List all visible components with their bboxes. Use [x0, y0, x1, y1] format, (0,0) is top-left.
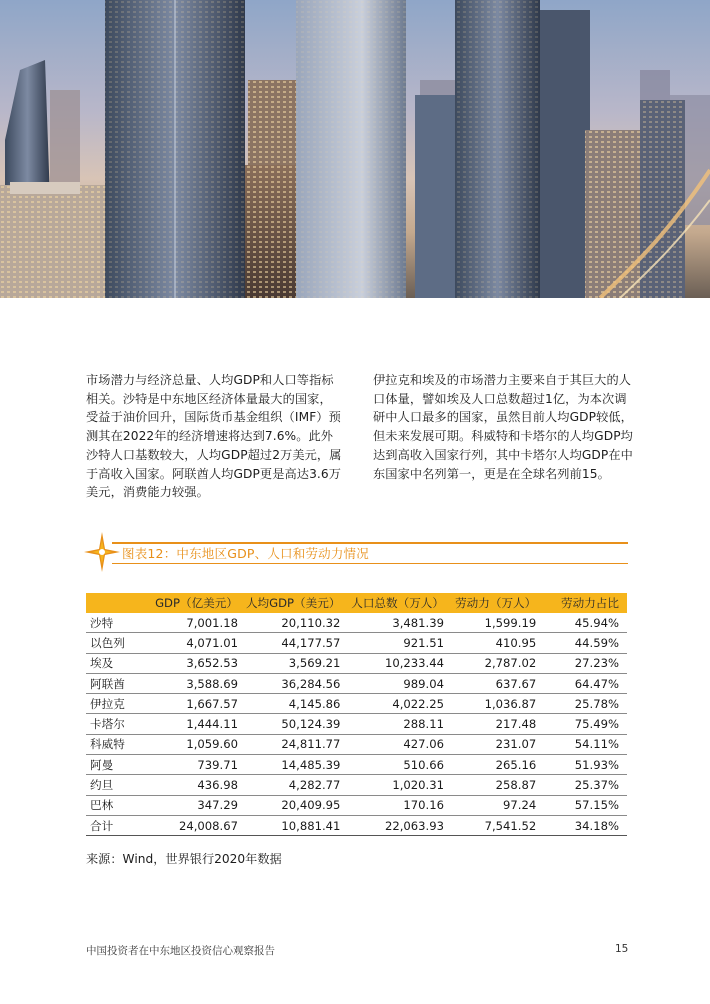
table-row	[86, 775, 627, 795]
value-cell: 57.15%	[544, 795, 627, 815]
value-cell: 36,284.56	[246, 673, 348, 693]
table-row	[86, 613, 627, 633]
country-cell: 伊拉克	[86, 694, 149, 714]
value-cell: 989.04	[348, 673, 452, 693]
value-cell: 20,110.32	[246, 613, 348, 633]
value-cell: 7,541.52	[452, 815, 544, 835]
table-row	[86, 653, 627, 673]
country-cell: 阿联酋	[86, 673, 149, 693]
value-cell: 265.16	[452, 755, 544, 775]
value-cell: 347.29	[149, 795, 246, 815]
gdp-population-table	[86, 593, 627, 836]
value-cell: 231.07	[452, 734, 544, 754]
value-cell: 921.51	[348, 633, 452, 653]
value-cell: 410.95	[452, 633, 544, 653]
intro-paragraph-left: 市场潜力与经济总量、人均GDP和人口等指标相关。沙特是中东地区经济体量最大的国家，受益于油价回升，国际货币基金组织（IMF）预测其在2022年的经济增速将达到7.6%。此外沙特人口基数较大，人均GDP超过2万美元，属于高收入国家。阿联酋人均GDP更是高达3.6万美元，消费能力较强。	[86, 373, 342, 500]
value-cell: 45.94%	[544, 613, 627, 633]
value-cell: 1,059.60	[149, 734, 246, 754]
value-cell: 258.87	[452, 775, 544, 795]
country-cell: 以色列	[86, 633, 149, 653]
country-cell: 巴林	[86, 795, 149, 815]
figure-title: 图表12：中东地区GDP、人口和劳动力情况	[122, 546, 369, 561]
figure-bottom-rule	[112, 563, 628, 564]
table-row	[86, 815, 627, 835]
country-cell: 合计	[86, 815, 149, 835]
value-cell: 4,145.86	[246, 694, 348, 714]
value-cell: 34.18%	[544, 815, 627, 835]
table-row	[86, 755, 627, 775]
table-row	[86, 673, 627, 693]
value-cell: 44.59%	[544, 633, 627, 653]
value-cell: 25.78%	[544, 694, 627, 714]
country-cell: 阿曼	[86, 755, 149, 775]
value-cell: 4,282.77	[246, 775, 348, 795]
value-cell: 14,485.39	[246, 755, 348, 775]
value-cell: 20,409.95	[246, 795, 348, 815]
value-cell: 3,569.21	[246, 653, 348, 673]
value-cell: 1,036.87	[452, 694, 544, 714]
value-cell: 170.16	[348, 795, 452, 815]
value-cell: 1,020.31	[348, 775, 452, 795]
value-cell: 2,787.02	[452, 653, 544, 673]
value-cell: 24,811.77	[246, 734, 348, 754]
value-cell: 427.06	[348, 734, 452, 754]
header-population: 人口总数（万人）	[348, 593, 452, 613]
value-cell: 1,444.11	[149, 714, 246, 734]
header-labor-force: 劳动力（万人）	[452, 593, 544, 613]
value-cell: 50,124.39	[246, 714, 348, 734]
value-cell: 44,177.57	[246, 633, 348, 653]
intro-paragraph-right: 伊拉克和埃及的市场潜力主要来自于其巨大的人口体量，譬如埃及人口总数超过1亿，为本次调研中人口最多的国家，虽然目前人均GDP较低，但未来发展可期。科威特和卡塔尔的人均GDP均达到高收入国家行列，其中卡塔尔人均GDP在中东国家中名列第一，更是在全球名列前15。	[373, 373, 633, 481]
value-cell: 3,652.53	[149, 653, 246, 673]
value-cell: 4,022.25	[348, 694, 452, 714]
value-cell: 1,599.19	[452, 613, 544, 633]
figure-header	[84, 532, 629, 574]
value-cell: 27.23%	[544, 653, 627, 673]
country-cell: 沙特	[86, 613, 149, 633]
table-row	[86, 633, 627, 653]
value-cell: 436.98	[149, 775, 246, 795]
skyline-illustration	[0, 0, 710, 298]
page-number: 15	[615, 943, 629, 955]
country-cell: 科威特	[86, 734, 149, 754]
value-cell: 510.66	[348, 755, 452, 775]
country-cell: 约旦	[86, 775, 149, 795]
value-cell: 7,001.18	[149, 613, 246, 633]
value-cell: 1,667.57	[149, 694, 246, 714]
country-cell: 卡塔尔	[86, 714, 149, 734]
table-row	[86, 714, 627, 734]
value-cell: 739.71	[149, 755, 246, 775]
table-header-row	[86, 593, 627, 613]
value-cell: 3,481.39	[348, 613, 452, 633]
value-cell: 64.47%	[544, 673, 627, 693]
star-compass-icon	[84, 532, 120, 572]
value-cell: 3,588.69	[149, 673, 246, 693]
source-note: 来源：Wind，世界银行2020年数据	[86, 852, 282, 866]
value-cell: 637.67	[452, 673, 544, 693]
table-row	[86, 694, 627, 714]
header-gdp: GDP（亿美元）	[149, 593, 246, 613]
table-row	[86, 795, 627, 815]
value-cell: 25.37%	[544, 775, 627, 795]
header-gdp-per-capita: 人均GDP（美元）	[246, 593, 348, 613]
value-cell: 10,233.44	[348, 653, 452, 673]
hero-skyline-image	[0, 0, 710, 298]
value-cell: 217.48	[452, 714, 544, 734]
value-cell: 22,063.93	[348, 815, 452, 835]
value-cell: 97.24	[452, 795, 544, 815]
footer-report-title: 中国投资者在中东地区投资信心观察报告	[86, 945, 275, 957]
header-labor-ratio: 劳动力占比	[544, 593, 627, 613]
value-cell: 4,071.01	[149, 633, 246, 653]
value-cell: 10,881.41	[246, 815, 348, 835]
value-cell: 54.11%	[544, 734, 627, 754]
table-row	[86, 734, 627, 754]
header-country	[86, 593, 149, 613]
value-cell: 51.93%	[544, 755, 627, 775]
country-cell: 埃及	[86, 653, 149, 673]
value-cell: 75.49%	[544, 714, 627, 734]
value-cell: 288.11	[348, 714, 452, 734]
value-cell: 24,008.67	[149, 815, 246, 835]
